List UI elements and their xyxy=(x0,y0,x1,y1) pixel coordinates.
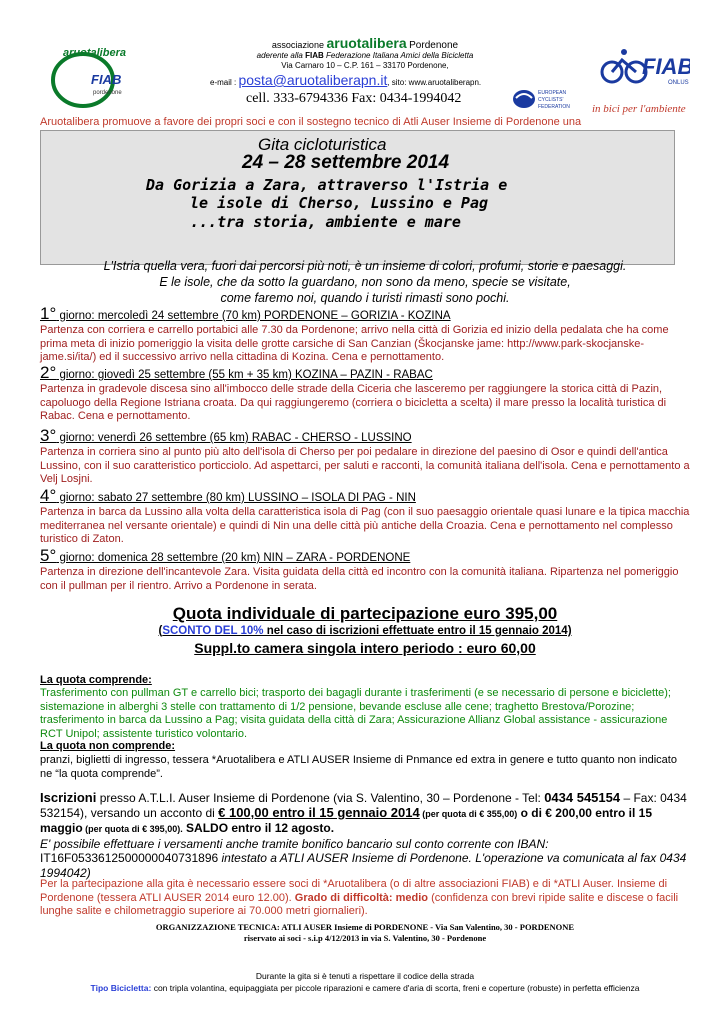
brand-name: aruotalibera xyxy=(326,35,407,51)
title-line-1: Gita cicloturistica xyxy=(258,135,387,154)
logo-left-text: aruotalibera xyxy=(63,47,126,59)
single-room-supplement: Suppl.to camera singola intero periodo : euro 60,00 xyxy=(194,640,536,656)
includes-label: La quota comprende: xyxy=(40,674,152,686)
fiab-right-text: FIAB xyxy=(642,54,690,79)
membership-note: Per la partecipazione alla gita è necessario essere soci di *Aruotalibera (o di altre associazioni FIAB) e di *ATLI Auser. Insieme di Pordenone (tessera ATLI AUSER 2014 euro 12.00). Grado di difficoltà: medio (confidenza con brevi ripide salite e discese o facili lunghe salite e chilometraggio superiore ai 70.000 metri giornalieri). xyxy=(40,878,679,917)
title-line-5: ...tra storia, ambiente e mare xyxy=(190,213,461,231)
excludes-text: pranzi, biglietti di ingresso, tessera *Aruotalibera e ATLI AUSER Insieme di Pnmance ed extra in genere e tutto quanto non indicato ne “la quota comprende”. xyxy=(40,754,677,780)
address: Via Carnaro 10 – C.P. 161 – 33170 Pordenone, xyxy=(281,61,449,70)
registration-text: Iscrizioni presso A.T.L.I. Auser Insieme di Pordenone (via S. Valentino, 30 – Pordenone - Tel: 0434 545154 – Fax: 0434 532154), versando un acconto di € 100,00 entro il 15 gennaio 2014 (per quota di € 355,00) o di € 200,00 entro il 15 maggio (per quota di € 395,00). SALDO entro il 12 agosto. E' possibile effettuare i versamenti anche tramite bonifico bancario sul conto corrente con IBAN: IT16F0533612500000040731896 intestato a ATLI AUSER Insieme di Pordenone. L'operazione va comunicata al fax 0434 1994042) xyxy=(40,790,687,880)
day-2: 2° giorno: giovedì 25 settembre (55 km + 35 km) KOZINA – PAZIN - RABAC Partenza in gradevole discesa sino all'imbocco delle strade della Ciceria che lasceremo per raggiungere la storica città di Pazin, capoluogo della Regione Istriana croata. Da qui raggiungeremo (corriera o bicicletta a scelta) il mare presso la località turistica di Rabac. Cena e pernottamento. xyxy=(40,363,667,422)
email-link[interactable]: posta@aruotaliberapn.it xyxy=(238,72,388,88)
logo-left-city: pordenone xyxy=(93,90,122,96)
assoc-prefix: associazione xyxy=(271,40,324,50)
fiab-full: Federazione Italiana Amici della Bicicletta xyxy=(326,51,474,60)
excludes-label: La quota non comprende: xyxy=(40,740,176,752)
includes-text: Trasferimento con pullman GT e carrello bici; trasporto dei bagagli durante i trasferimenti (e se necessario di persone e biciclette); sistemazione in alberghi 3 stelle con trattamento di 1/2 pensione, bevande escluse alle cene; traghetto Brestova/Porozine; trasferimento in barca da Lussino a Pag; visita guidata della città di Zara; Assicurazione Allianz Global assistance - assicurazione RCT Unipol; assistente turistico volontario. xyxy=(40,687,671,740)
title-dates: 24 – 28 settembre 2014 xyxy=(242,152,450,173)
logo-left-fiab: FIAB xyxy=(91,72,122,87)
day-4: 4° giorno: sabato 27 settembre (80 km) LUSSINO – ISOLA DI PAG - NIN Partenza in barca da Lussino alla volta della caratteristica isola di Pag (con il suo paesaggio orientale quasi lunare e la tipica macchia mediterranea nel versante orientale) e quindi di Nin una delle città più antiche della Croazia. Cena e pernottamento nel complesso turistico di Zaton. xyxy=(40,486,690,545)
aruotalibera-logo xyxy=(45,40,145,115)
day-1: 1° giorno: mercoledì 24 settembre (70 km) PORDENONE – GORIZIA - KOZINA Partenza con corriera e carrello portabici alle 7.30 da Pordenone; arrivo nella città di Gorizia ed inizio della pedalata che ha come prima meta di inizio pomeriggio la visita delle grotte carsiche di San Canzian (Škocjanske jame: http://www.park-skocjanske-jame.si/ita/) ed il successivo arrivo nella cittadina di Kozina. Cena e pernottamento. xyxy=(40,304,669,363)
brand-city: Pordenone xyxy=(409,40,459,51)
aderente-text: aderente alla xyxy=(256,51,303,60)
fiab-logo xyxy=(590,40,690,118)
ecf-logo xyxy=(512,86,587,112)
organization-info: ORGANIZZAZIONE TECNICA: ATLI AUSER Insieme di PORDENONE - Via San Valentino, 30 - PORDENONE riservato ai soci - s.i.p 4/12/2013 in via S. Valentino, 30 - Pordenone xyxy=(155,922,575,943)
title-line-3: Da Gorizia a Zara, attraverso l'Istria e xyxy=(146,176,508,194)
header-center xyxy=(175,35,555,71)
promo-line: Aruotalibera promuove a favore dei propri soci e con il sostegno tecnico di Atli Auser Insieme di Pordenone una xyxy=(40,116,582,128)
day-3: 3° giorno: venerdì 26 settembre (65 km) RABAC - CHERSO - LUSSINO Partenza in corriera sino al punto più alto dell'isola di Cherso per poi pedalare in direzione del paesino di Osor e quindi dell'antica Lussino, con il suo caratteristico porticciolo. Ad aspettarci, per saluti e racconti, la comunità italiana dell'isola. Cena e pernottamento a Velj Losjni. xyxy=(40,426,690,485)
email-label: e-mail : xyxy=(210,78,237,87)
fiab-slogan: in bici per l'ambiente xyxy=(592,103,686,115)
title-line-4: le isole di Cherso, Lussino e Pag xyxy=(190,194,489,212)
svg-text:EUROPEANCYCLISTS'FEDERATION: EUROPEAN CYCLISTS' FEDERATION xyxy=(538,90,570,110)
iban: IT16F0533612500000040731896 xyxy=(40,851,219,865)
footer-rules: Durante la gita si è tenuti a rispettare il codice della strada xyxy=(255,971,475,981)
discount-line: (SCONTO DEL 10% nel caso di iscrizioni effettuate entro il 15 gennaio 2014) xyxy=(158,625,572,637)
phone-fax: cell. 333-6794336 Fax: 0434-1994042 xyxy=(246,91,462,106)
site-text: , sito: www.aruotaliberapn. xyxy=(387,78,482,87)
fiab-onlus: ONLUS xyxy=(668,80,689,86)
fiab-text: FIAB xyxy=(305,51,324,60)
contact-line xyxy=(210,72,481,88)
footer-bike-type: Tipo Bicicletta: con tripla volantina, equipaggiata per piccole riparazioni e camere d'aria di scorta, freni e coperture (robuste) in perfetta efficienza xyxy=(90,983,640,993)
price-heading: Quota individuale di partecipazione euro 395,00 xyxy=(172,604,558,623)
day-5: 5° giorno: domenica 28 settembre (20 km) NIN – ZARA - PORDENONE Partenza in direzione dell'incantevole Zara. Visita guidata della città ed incontro con la comunità italiana. Ripartenza nel pomeriggio con il pullman per il rientro. Arrivo a Pordenone in serata. xyxy=(40,546,679,592)
intro-text: L'Istria quella vera, fuori dai percorsi più noti, è un insieme di colori, profumi, storie e paesaggi. E le isole, che da sotto la guardano, non sono da meno, specie se visitate, come faremo noi, quando i turisti rimasti sono pochi. xyxy=(103,259,627,305)
discount-highlight: SCONTO DEL 10% xyxy=(162,625,264,637)
